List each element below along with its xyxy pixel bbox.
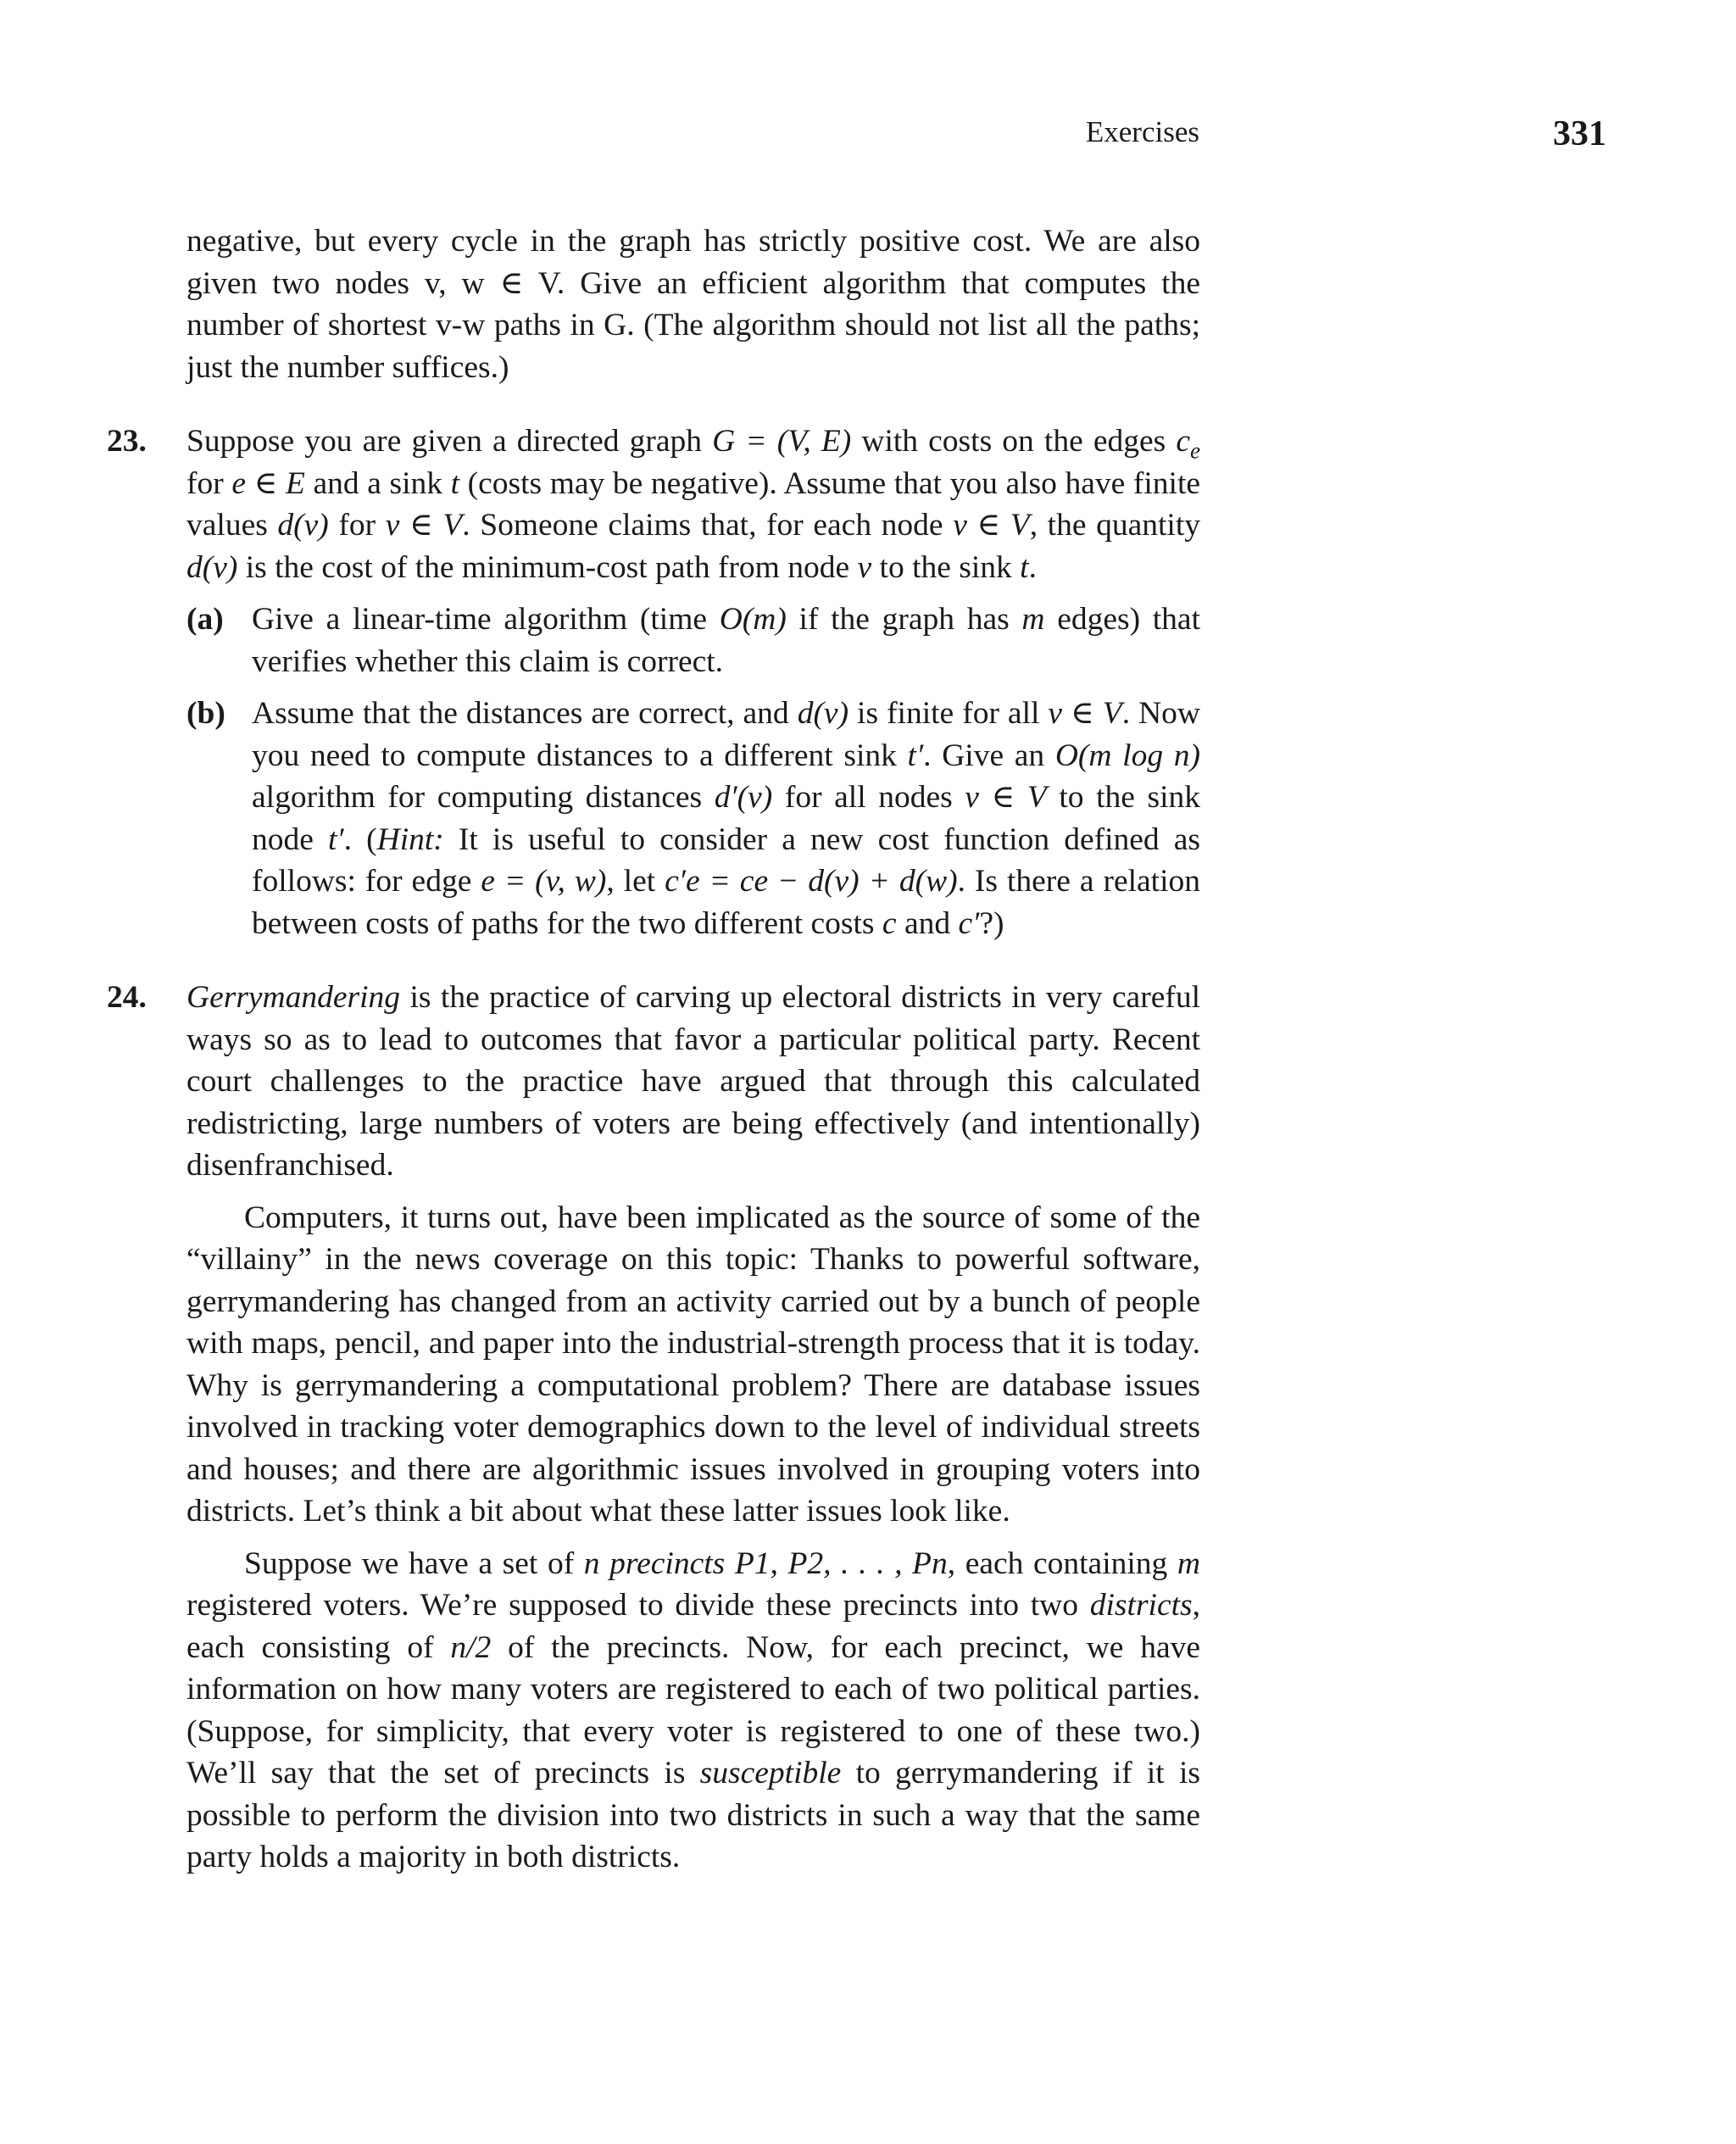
- page-body: [107, 220, 1201, 1879]
- exercise-24: [107, 977, 1200, 1879]
- running-head: Exercises: [1085, 115, 1199, 148]
- cost-formula: c′e = ce − d(v) + d(w): [665, 864, 958, 899]
- exercise-24-paragraph-3: Suppose we have a set of n precincts P1, P2, . . . , Pn, each containing m registered voters. We’re supposed to divide these precincts into two districts, each consisting of n/2 of the precincts. Now, for each precinct, we have information on how many voters are registered to each of two political parties. (Suppose, for simplicity, that every voter is registered to one of these two.) We’ll say that the set of precincts is susceptible to gerrymandering if it is possible to perform the division into two districts in such a way that the same party holds a majority in both districts.: [186, 1545, 1200, 1874]
- exercise-22-text: negative, but every cycle in the graph has strictly positive cost. We are also given two nodes v, w ∈ V. Give an efficient algorithm that computes the number of shortest v-w paths in G. (The algorithm should not list all the paths; just the number suffices.): [186, 224, 1200, 385]
- part-label: (b): [186, 696, 225, 731]
- page-number: 331: [1553, 114, 1606, 153]
- precinct-list: P1, P2, . . . , Pn: [734, 1545, 948, 1581]
- exercise-23-part-b: [186, 693, 1200, 944]
- exercise-22-continuation: [186, 220, 1200, 388]
- part-b-text: Assume that the distances are correct, and d(v) is finite for all v ∈ V. Now you need to compute distances to a different sink t′. Give an O(m log n) algorithm for computing distances d′(v) for all nodes v ∈ V to the sink node t′. (Hint: It is useful to consider a new cost function defined as follows: for edge e = (v, w), let c′e = ce − d(v) + d(w). Is there a relation between costs of paths for the two different costs c and c′?): [252, 696, 1201, 941]
- exercise-number: 24.: [107, 980, 147, 1015]
- exercise-24-paragraph-2: Computers, it turns out, have been implicated as the source of some of the “villainy” in the news coverage on this topic: Thanks to powerful software, gerrymandering has changed from an activity carried out by a bunch of people with maps, pencil, and paper into the industrial-strength process that it is today. Why is gerrymandering a computational problem? There are database issues involved in tracking voter demographics down to the level of individual streets and houses; and there are algorithmic issues involved in grouping voters into districts. Let’s think a bit about what these latter issues look like.: [186, 1200, 1200, 1529]
- exercise-23-part-a: [186, 599, 1200, 682]
- exercise-23: [107, 420, 1201, 944]
- exercise-number: 23.: [107, 424, 147, 459]
- exercise-23-statement: Suppose you are given a directed graph G = (V, E) with costs on the edges $c_e$ for e ∈ E and a sink t (costs may be negative). Assume that you also have finite values d(v) for v ∈ V. Someone claims that, for each node v ∈ V, the quantity d(v) is the cost of the minimum-cost path from node v to the sink t.: [186, 424, 1201, 585]
- part-label: (a): [186, 602, 224, 637]
- part-a-text: Give a linear-time algorithm (time O(m) if the graph has m edges) that verifies whether this claim is correct.: [252, 602, 1200, 679]
- exercise-24-paragraph-1: Gerrymandering is the practice of carving up electoral districts in very careful ways so as to lead to outcomes that favor a particular political party. Recent court challenges to the practice have argued that through this calculated redistricting, large numbers of voters are being effectively (and intentionally) disenfranchised.: [186, 980, 1200, 1183]
